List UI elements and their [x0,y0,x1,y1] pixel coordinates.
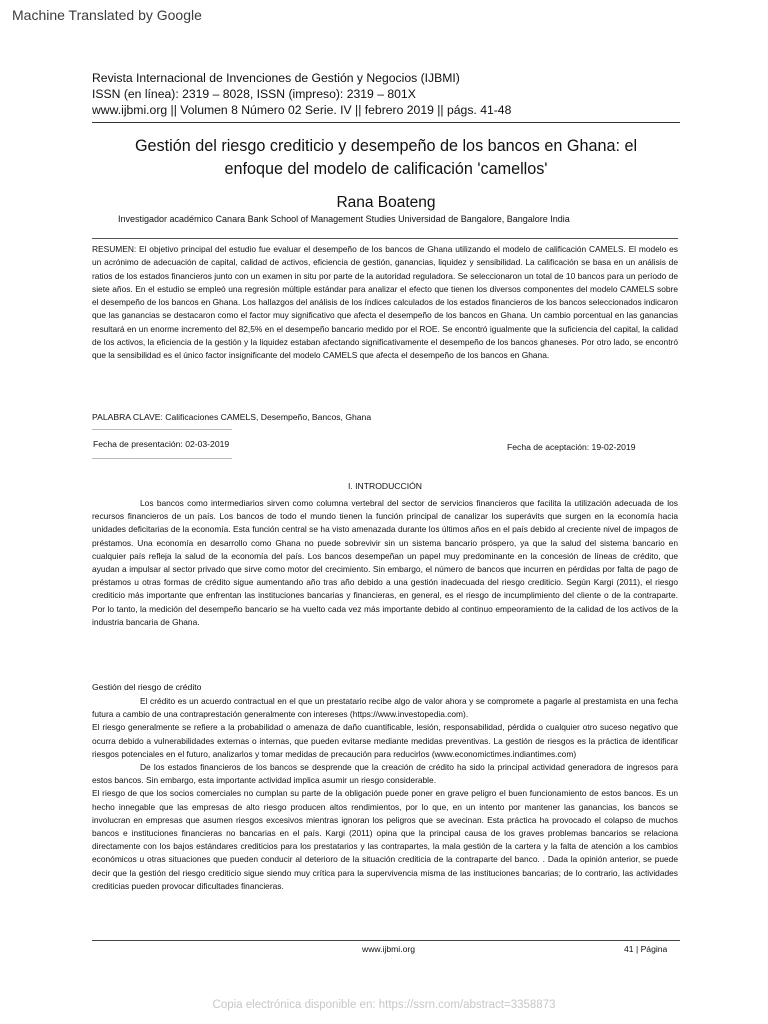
credit-paragraph-4: El riesgo de que los socios comerciales no cumplan su parte de la obligación puede poner en grave peligro el buen funcionamiento de estos bancos. Es un hecho innegable que las empresas de alto riesgo producen altos rendimientos, por lo que, en un intento por mantener las ganancias, los bancos se involucran en empresas que asumen riesgos excesivos mientras ignoran los peligros que se avecinan. Esta práctica ha provocado el colapso de muchos bancos e instituciones financieras no bancarias en el país. Kargi (2011) opina que la principal causa de los graves problemas bancarios se relaciona directamente con los bajos estándares crediticios para los prestatarios y las contrapartes, la mala gestión de la cartera y la falta de atención a los cambios económicos u otras situaciones que pueden conducir al deterioro de la situación crediticia de la contraparte del banco. . Dada la opinión anterior, se puede decir que la gestión del riesgo crediticio sigue siendo muy crítica para la supervivencia misma de las instituciones bancarias; de lo contrario, las actividades crediticias pueden provocar dificultades financieras. [92,788,678,891]
author-name: Rana Boateng [336,194,436,211]
keywords: PALABRA CLAVE: Calificaciones CAMELS, Desempeño, Bancos, Ghana [92,412,372,422]
credit-risk-body [92,695,678,893]
paper-title [92,135,680,181]
paper-title-line-1: Gestión del riesgo crediticio y desempeño de los bancos en Ghana: el [134,137,638,155]
section-heading-credit-risk: Gestión del riesgo de crédito [92,682,202,692]
journal-issue: www.ijbmi.org || Volumen 8 Número 02 Serie. IV || febrero 2019 || págs. 41-48 [92,103,512,117]
introduction-body [92,497,678,629]
footer-page-number: 41 | Página [624,944,668,954]
abstract: RESUMEN: El objetivo principal del estudio fue evaluar el desempeño de los bancos de Ghana utilizando el modelo de calificación CAMELS. El modelo es un acrónimo de adecuación de capital, calidad de activos, eficiencia de gestión, ganancias, liquidez y sensibilidad. La calificación se basa en un análisis de ratios de los estados financieros junto con un examen in situ por parte de la autoridad reguladora. Se seleccionaron un total de 10 bancos para un período de siete años. En el estudio se empleó una regresión múltiple estándar para analizar el efecto que tienen los diversos componentes del modelo CAMELS sobre el desempeño de los bancos en Ghana. Los hallazgos del análisis de los índices calculados de los estados financieros de los bancos seleccionados indicaron que las ganancias se destacaron como el factor muy significativo que afecta el desempeño de los bancos en Ghana. Un cambio porcentual en las ganancias resultará en un enorme incremento del 82,5% en el desempeño bancario medido por el ROE. Se encontró igualmente que la suficiencia del capital, la calidad de los activos, la eficiencia de la gestión y la liquidez estaban afectando significativamente el desempeño de los bancos ghaneses. Por otro lado, se encontró que la sensibilidad es el único factor insignificante del modelo CAMELS que afecta el desempeño de los bancos en Ghana. [92,244,678,361]
credit-paragraph-2: El riesgo generalmente se refiere a la probabilidad o amenaza de daño cuantificable, lesión, responsabilidad, pérdida o cualquier otro suceso negativo que ocurra debido a vulnerabilidades externas o internas, que pueden evitarse mediante medidas preventivas. La gestión de riesgos es la práctica de identificar riesgos potenciales en el futuro, analizarlos y tomar medidas de precaución para reducirlos (www.economictimes.indiantimes.com) [92,722,678,759]
submission-date: Fecha de presentación: 02-03-2019 [93,439,230,449]
author-affiliation: Investigador académico Canara Bank School of Management Studies Universidad de Bangalore, Bangalore India [118,214,570,224]
header-rule [92,122,680,123]
introduction-paragraph: Los bancos como intermediarios sirven como columna vertebral del sector de servicios financieros que facilita la utilización adecuada de los recursos financieros de un país. Los bancos de todo el mundo tienen la función principal de canalizar los superávits que surgen en la economía hacia unidades deficitarias de la economía. Esta función central se ha visto amenazada durante los últimos años en el país debido al creciente nivel de impagos de préstamos. Una economía en desarrollo como Ghana no puede sobrevivir sin un sistema bancario próspero, ya que la salud del sistema bancario en cualquier país refleja la salud de la economía del país. Los bancos desempeñan un papel muy predominante en la concesión de líneas de crédito, que ayudan a impulsar al sector privado que sirve como motor del crecimiento. Sin embargo, el número de bancos que incurren en pérdidas por falta de pago de préstamos u otras formas de crédito sigue aumentando año tras año debido a una gestión inadecuada del riesgo crediticio. Según Kargi (2011), el riesgo crediticio más importante que enfrentan las instituciones bancarias y financieras, en general, es el riesgo de incumplimiento del cliente o de la contraparte. Por lo tanto, la medición del desempeño bancario se ha vuelto cada vez más importante debido al continuo empeoramiento de la calidad de los activos de la industria bancaria de Ghana. [92,498,678,627]
journal-header [92,70,511,118]
credit-paragraph-1: El crédito es un acuerdo contractual en el que un prestatario recibe algo de valor ahora y se compromete a pagarle al prestamista en una fecha futura a cambio de una contraprestación generalmente con intereses (https://www.investopedia.com). [92,696,678,720]
keywords-rule [92,429,232,430]
footer-rule [92,940,680,941]
journal-issn: ISSN (en línea): 2319 – 8028, ISSN (impreso): 2319 – 801X [92,87,416,101]
journal-name: Revista Internacional de Invenciones de Gestión y Negocios (IJBMI) [92,71,460,85]
paper-title-line-2: enfoque del modelo de calificación 'camellos' [224,160,548,178]
machine-translation-banner: Machine Translated by Google [12,7,202,23]
dates-rule [92,458,232,459]
footer-website: www.ijbmi.org [362,944,416,954]
acceptance-date: Fecha de aceptación: 19-02-2019 [507,442,636,452]
credit-paragraph-3: De los estados financieros de los bancos se desprende que la creación de crédito ha sido la principal actividad generadora de ingresos para estos bancos. Sin embargo, esta importante actividad implica asumir un riesgo considerable. [92,762,678,786]
ssrn-availability-note: Copia electrónica disponible en: https://ssrn.com/abstract=3358873 [212,999,556,1011]
section-heading-introduction: I. INTRODUCCIÓN [348,481,422,491]
